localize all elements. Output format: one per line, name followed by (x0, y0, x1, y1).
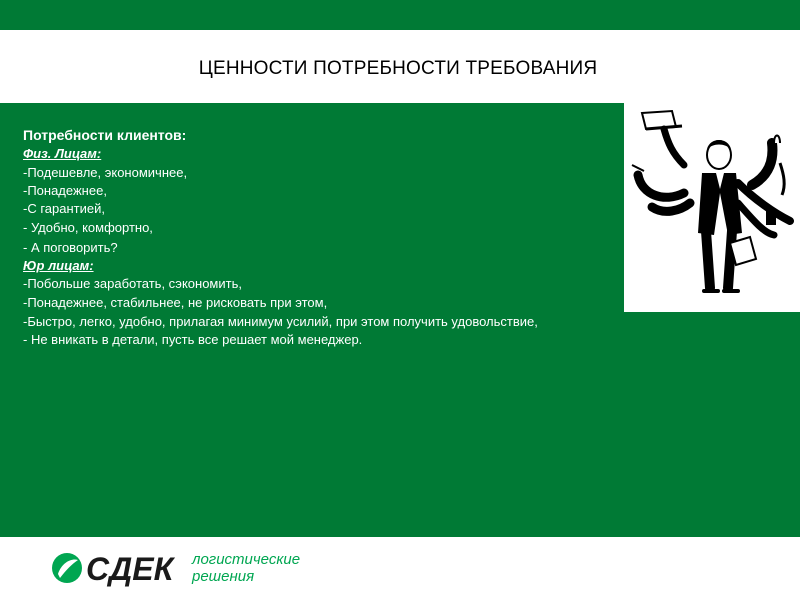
cdek-logo (50, 548, 350, 588)
list-item: -Быстро, легко, удобно, прилагая минимум усилий, при этом получить удовольствие, (23, 314, 538, 329)
content-text (23, 125, 703, 349)
notepad-icon (730, 237, 756, 265)
list-item: - Удобно, комфортно, (23, 220, 153, 235)
cdek-leaf-icon (52, 553, 82, 583)
phone-icon (766, 211, 776, 225)
footer-divider (0, 537, 800, 539)
logo-tagline-line2: решения (192, 568, 255, 585)
list-item: - Не вникать в детали, пусть все решает мой менеджер. (23, 332, 363, 347)
individuals-label: Физ. Лицам: (23, 146, 102, 161)
top-bar (0, 0, 800, 30)
legal-label: Юр лицам: (23, 258, 94, 273)
logo-tagline-line1: логистические (192, 551, 301, 568)
slide-title: ЦЕННОСТИ ПОТРЕБНОСТИ ТРЕБОВАНИЯ (198, 58, 598, 79)
list-item: -Понадежнее, (23, 183, 107, 198)
list-item: -Понадежнее, стабильнее, не рисковать при этом, (23, 295, 328, 310)
list-item: - А поговорить? (23, 240, 118, 255)
list-item: -С гарантией, (23, 201, 105, 216)
multitasking-businessman-illustration (624, 103, 800, 312)
needs-heading: Потребности клиентов: (23, 127, 187, 143)
list-item: -Побольше заработать, сэкономить, (23, 276, 242, 291)
logo-brand: СДЕК (86, 551, 174, 587)
list-item: -Подешевле, экономичнее, (23, 165, 188, 180)
